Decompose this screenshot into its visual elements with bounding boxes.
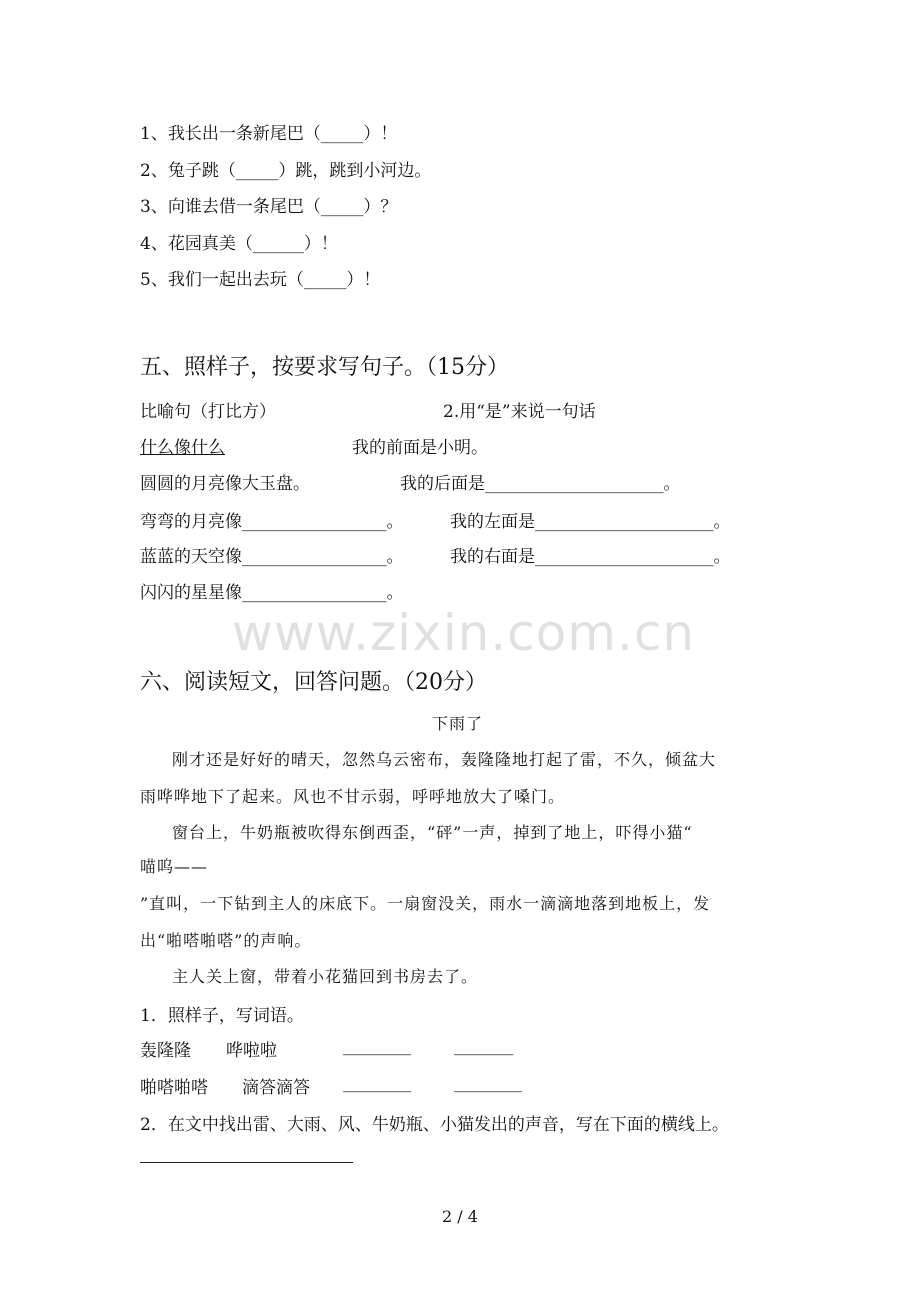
fill-blank-item-4: 4、花园真美（______）！ [140,234,338,254]
watermark: www.zixin.com.cn [232,604,696,662]
q1-blank-3: ________ [343,1073,411,1093]
passage-p1-line2: 雨哗哗地下了起来。风也不甘示弱，呼呼地放大了嗓门。 [140,787,566,806]
q1-blank-1: ________ [343,1036,411,1056]
simile-example: 圆圆的月亮像大玉盘。 [140,474,310,494]
q1-blank-2: _______ [454,1036,514,1056]
simile-pattern: 什么像什么 [140,438,225,458]
q1-example-1: 轰隆隆 [140,1041,191,1061]
passage-p2-line2: 喵呜—— [140,857,209,876]
shi-sentence-title: 2.用“是”来说一句话 [443,402,596,422]
fill-blank-item-1: 1、我长出一条新尾巴（_____）！ [140,124,398,144]
simile-blank-3: 闪闪的星星像_________________。 [140,583,404,603]
q1-example-2: 哗啦啦 [226,1041,277,1061]
shi-blank-behind: 我的后面是_____________________。 [400,474,681,494]
shi-blank-left: 我的左面是_____________________。 [450,512,731,532]
shi-example: 我的前面是小明。 [352,438,488,458]
passage-p2-line1: 窗台上，牛奶瓶被吹得东倒西歪，“砰”一声，掉到了地上，吓得小猫“ [172,823,693,842]
section-5-heading: 五、照样子，按要求写句子。（15分） [140,355,509,380]
passage-title: 下雨了 [432,714,484,733]
section-6-heading: 六、阅读短文，回答问题。（20分） [140,670,487,695]
question-1: 1．照样子，写词语。 [140,1006,304,1026]
fill-blank-item-3: 3、向谁去借一条尾巴（_____）？ [140,197,398,217]
q1-blank-4: ________ [454,1073,522,1093]
passage-p3: 主人关上窗，带着小花猫回到书房去了。 [172,967,479,986]
passage-p2-line4: 出“啪嗒啪嗒”的声响。 [140,931,312,950]
page-number: 2 / 4 [442,1207,478,1226]
fill-blank-item-5: 5、我们一起出去玩（_____）！ [140,270,381,290]
q1-example-3: 啪嗒啪嗒 [140,1078,208,1098]
simile-title: 比喻句（打比方） [140,402,276,422]
q1-example-4: 滴答滴答 [242,1078,310,1098]
simile-blank-2: 蓝蓝的天空像_________________。 [140,547,404,567]
passage-p1-line1: 刚才还是好好的晴天，忽然乌云密布，轰隆隆地打起了雷，不久，倾盆大 [172,750,717,769]
passage-p2-line3: ”直叫，一下钻到主人的床底下。一扇窗没关，雨水一滴滴地落到地板上，发 [140,894,711,913]
answer-line [140,1162,353,1163]
question-2: 2．在文中找出雷、大雨、风、牛奶瓶、小猫发出的声音，写在下面的横线上。 [140,1115,729,1135]
fill-blank-item-2: 2、兔子跳（_____）跳，跳到小河边。 [140,161,432,181]
shi-blank-right: 我的右面是_____________________。 [450,547,731,567]
simile-blank-1: 弯弯的月亮像_________________。 [140,512,404,532]
